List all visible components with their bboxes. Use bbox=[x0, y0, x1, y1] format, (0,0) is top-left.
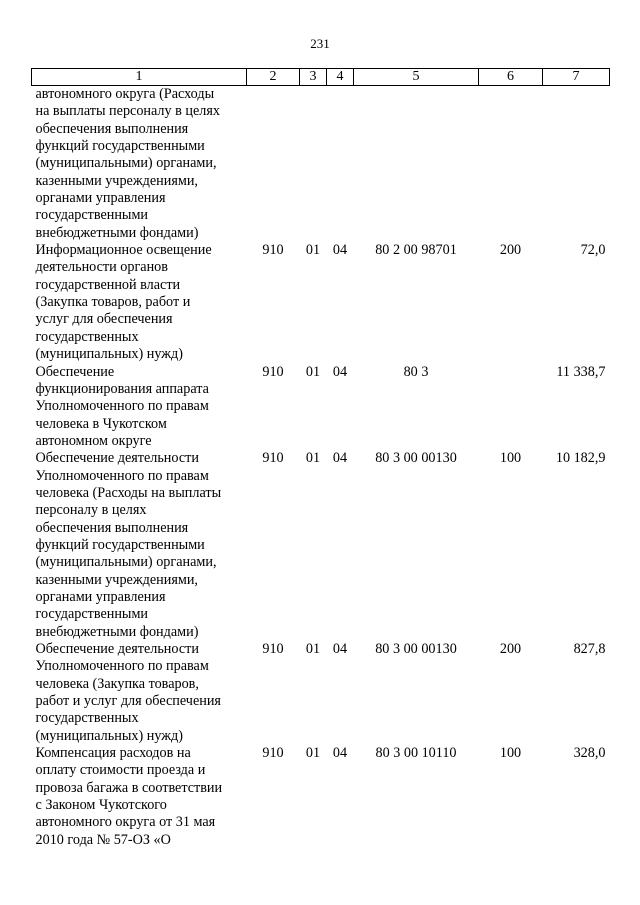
row-subsection: 04 bbox=[332, 242, 348, 259]
row-name: автономного округа (Расходы на выплаты персоналу в целях обеспечения выполнения функций государственными (муниципальными) органами, казенными учреждениями, органами управления государственными внебюджетными фондами) bbox=[35, 86, 220, 241]
row-ministry: 910 bbox=[262, 363, 284, 380]
row-expense-type: 100 bbox=[499, 745, 522, 762]
row-expense-type bbox=[479, 86, 543, 243]
header-row bbox=[32, 69, 610, 86]
row-name: Компенсация расходов на оплату стоимости проезда и провоза багажа в соответствии с Законом Чукотского автономного округа от 31 мая 2010 года № 57-ОЗ «О bbox=[35, 745, 223, 848]
budget-table bbox=[31, 68, 610, 849]
row-article: 80 3 bbox=[403, 363, 429, 380]
row-section bbox=[300, 86, 327, 243]
row-section: 01 bbox=[305, 450, 321, 467]
header-col-7: 7 bbox=[543, 69, 610, 86]
row-ministry bbox=[247, 86, 300, 243]
row-section: 01 bbox=[305, 641, 321, 657]
row-article: 80 3 00 00130 bbox=[375, 641, 457, 657]
row-expense-type: 200 bbox=[499, 242, 522, 259]
row-subsection bbox=[327, 86, 354, 243]
row-amount: 328,0 bbox=[573, 745, 606, 762]
header-col-6: 6 bbox=[479, 69, 543, 86]
row-amount: 11 338,7 bbox=[556, 363, 606, 380]
header-col-3: 3 bbox=[300, 69, 327, 86]
table-row bbox=[32, 242, 610, 363]
row-ministry: 910 bbox=[262, 641, 284, 657]
row-article: 80 3 00 00130 bbox=[375, 450, 457, 467]
table-row bbox=[32, 745, 610, 849]
row-subsection: 04 bbox=[332, 363, 348, 380]
header-col-5: 5 bbox=[354, 69, 479, 86]
row-article bbox=[354, 86, 479, 243]
header-col-1: 1 bbox=[32, 69, 247, 86]
row-subsection: 04 bbox=[332, 641, 348, 657]
row-expense-type bbox=[479, 364, 543, 451]
row-amount: 10 182,9 bbox=[555, 450, 606, 467]
table-row bbox=[32, 364, 610, 451]
table-row bbox=[32, 86, 610, 243]
row-article: 80 3 00 10110 bbox=[375, 745, 457, 762]
table-row bbox=[32, 641, 610, 745]
row-name: Информационное освещение деятельности органов государственной власти (Закупка товаров, работ и услуг для обеспечения государственных (муниципальных) нужд) bbox=[35, 242, 212, 363]
row-section: 01 bbox=[305, 363, 321, 380]
row-subsection: 04 bbox=[332, 745, 348, 762]
row-section: 01 bbox=[305, 745, 321, 762]
row-name: Обеспечение деятельности Уполномоченного по правам человека (Закупка товаров, работ и услуг для обеспечения государственных (муниципальных) нужд) bbox=[35, 641, 221, 744]
row-article: 80 2 00 98701 bbox=[375, 242, 457, 259]
row-amount: 827,8 bbox=[573, 641, 606, 657]
row-ministry: 910 bbox=[262, 242, 284, 259]
row-expense-type: 200 bbox=[499, 641, 522, 657]
table-row bbox=[32, 450, 610, 641]
row-amount: 72,0 bbox=[580, 242, 606, 259]
row-section: 01 bbox=[305, 242, 321, 259]
row-ministry: 910 bbox=[262, 745, 284, 762]
row-expense-type: 100 bbox=[499, 450, 522, 467]
header-col-4: 4 bbox=[327, 69, 354, 86]
row-ministry: 910 bbox=[262, 450, 284, 467]
row-amount bbox=[543, 86, 610, 243]
row-name: Обеспечение деятельности Уполномоченного по правам человека (Расходы на выплаты персоналу в целях обеспечения выполнения функций государственными (муниципальными) органами, казенными учреждениями, органами управления государственными внебюджетными фондами) bbox=[35, 450, 222, 640]
row-subsection: 04 bbox=[332, 450, 348, 467]
page-number: 231 bbox=[310, 36, 330, 51]
row-name: Обеспечение функционирования аппарата Уполномоченного по правам человека в Чукотском автономном округе bbox=[35, 363, 209, 449]
header-col-2: 2 bbox=[247, 69, 300, 86]
